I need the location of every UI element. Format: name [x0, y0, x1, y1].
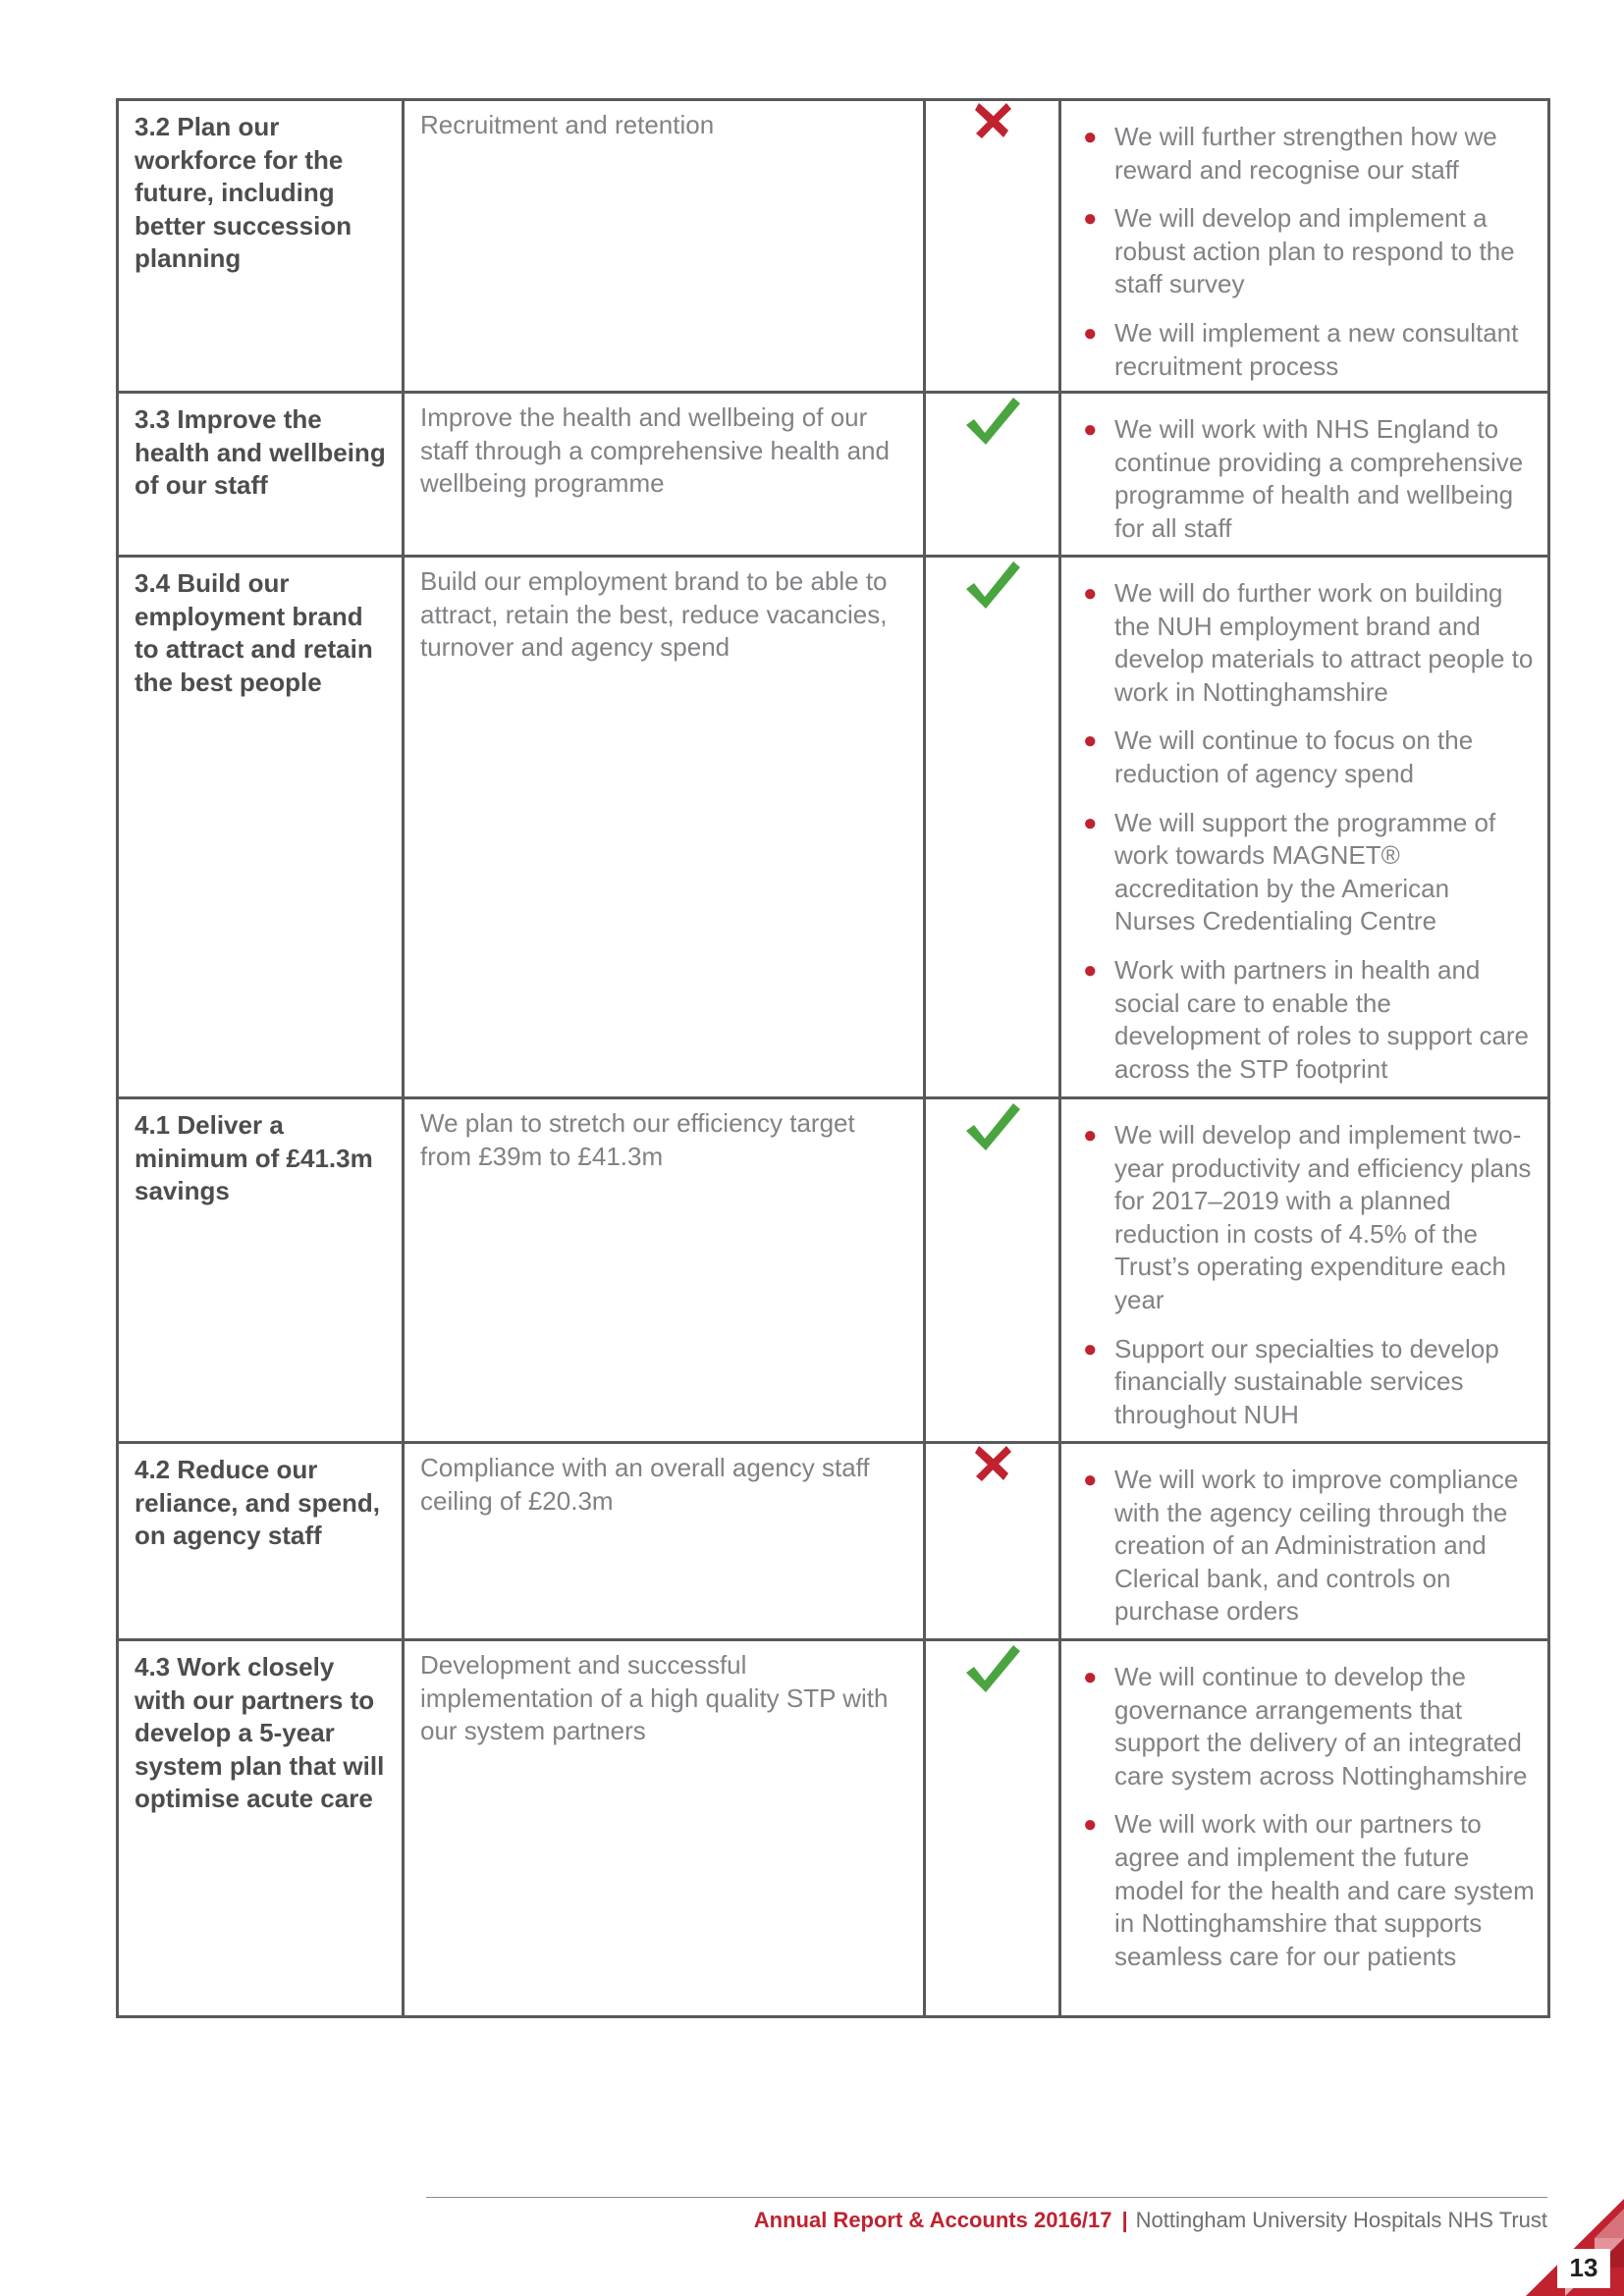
bullet-icon: ● [1083, 319, 1098, 347]
table-row [118, 1098, 1549, 1443]
actions-cell [1060, 1098, 1549, 1443]
actions-list [1061, 101, 1547, 385]
bullet-icon: ● [1083, 1664, 1098, 1690]
check-icon [963, 1099, 1022, 1154]
status-cell [925, 1640, 1060, 2017]
list-item [1079, 1661, 1536, 1792]
target-text: Development and successful implementation of a high quality STP with our system partners [420, 1650, 889, 1746]
cross-icon [972, 101, 1013, 140]
target-cell [404, 1098, 925, 1443]
list-item [1079, 1464, 1536, 1629]
action-text: We will develop and implement a robust action plan to respond to the staff survey [1114, 203, 1515, 299]
action-text: We will work with our partners to agree and implement the future model for the health and care system in Nottinghamshire that supports seamless care for our patients [1114, 1809, 1535, 1971]
list-item [1079, 1808, 1536, 1973]
bullet-icon: ● [1083, 416, 1098, 443]
objectives-table [116, 98, 1550, 2018]
table-row [118, 1640, 1549, 2017]
target-cell [404, 1443, 925, 1640]
actions-list [1061, 1641, 1547, 1975]
table-row [118, 1443, 1549, 1640]
table-row [118, 557, 1549, 1098]
target-text: Recruitment and retention [420, 110, 715, 139]
list-item [1079, 413, 1536, 545]
action-text: We will continue to develop the governance arrangements that support the delivery of an integrated care system across Nottinghamshire [1114, 1662, 1528, 1790]
check-icon [963, 1641, 1022, 1696]
bullet-icon: ● [1083, 1811, 1098, 1839]
actions-list [1061, 1444, 1547, 1630]
status-cell [925, 100, 1060, 393]
list-item [1079, 807, 1536, 938]
objective-text: 3.2 Plan our workforce for the future, including better succession planning [135, 112, 352, 274]
list-item [1079, 724, 1536, 790]
action-text: We will continue to focus on the reduction of agency spend [1114, 725, 1474, 788]
action-text: We will implement a new consultant recruitment process [1114, 317, 1519, 381]
bullet-icon: ● [1083, 1122, 1098, 1148]
actions-cell [1060, 1443, 1549, 1640]
list-item [1079, 317, 1536, 383]
report-title: Annual Report & Accounts 2016/17 [753, 2208, 1112, 2232]
actions-list [1061, 1099, 1547, 1433]
objective-cell [118, 100, 404, 393]
objective-cell [118, 1443, 404, 1640]
organisation-name: Nottingham University Hospitals NHS Trust [1135, 2208, 1547, 2232]
list-item [1079, 954, 1536, 1086]
objective-cell [118, 393, 404, 557]
action-text: We will support the programme of work towards MAGNET® accreditation by the American Nurses Credentialing Centre [1114, 807, 1496, 936]
bullet-icon: ● [1083, 1467, 1098, 1493]
bullet-icon: ● [1083, 956, 1098, 984]
action-text: We will develop and implement two-year productivity and efficiency plans for 2017–2019 with a planned reduction in costs of 4.5% of the Trust’s operating expenditure each year [1114, 1120, 1532, 1314]
status-cell [925, 393, 1060, 557]
objective-cell [118, 1098, 404, 1443]
action-text: Support our specialties to develop financially sustainable services throughout NUH [1114, 1333, 1499, 1429]
list-item [1079, 1119, 1536, 1317]
footer-rule [426, 2197, 1547, 2198]
target-text: Improve the health and wellbeing of our staff through a comprehensive health and wellbeing programme [420, 402, 890, 499]
footer [754, 2206, 1547, 2235]
action-text: We will work with NHS England to continue providing a comprehensive programme of health and wellbeing for all staff [1114, 414, 1524, 543]
status-cell [925, 1098, 1060, 1443]
status-cell [925, 557, 1060, 1098]
bullet-icon: ● [1083, 809, 1098, 836]
actions-cell [1060, 1640, 1549, 2017]
bullet-icon: ● [1083, 580, 1098, 607]
cross-icon [972, 1444, 1013, 1483]
bullet-icon: ● [1083, 124, 1098, 150]
target-cell [404, 557, 925, 1098]
bullet-icon: ● [1083, 1335, 1098, 1362]
list-item [1079, 121, 1536, 187]
objective-text: 3.4 Build our employment brand to attract and retain the best people [135, 568, 373, 697]
actions-cell [1060, 557, 1549, 1098]
table-row [118, 100, 1549, 393]
objective-text: 4.2 Reduce our reliance, and spend, on agency staff [135, 1455, 380, 1551]
target-text: Compliance with an overall agency staff ceiling of £20.3m [420, 1453, 870, 1516]
actions-cell [1060, 100, 1549, 393]
objective-text: 4.1 Deliver a minimum of £41.3m savings [135, 1110, 373, 1206]
actions-cell [1060, 393, 1549, 557]
target-cell [404, 100, 925, 393]
target-cell [404, 393, 925, 557]
page-number: 13 [1569, 2253, 1598, 2282]
target-cell [404, 1640, 925, 2017]
target-text: Build our employment brand to be able to attract, retain the best, reduce vacancies, turnover and agency spend [420, 566, 888, 663]
action-text: We will further strengthen how we reward and recognise our staff [1114, 122, 1497, 185]
action-text: Work with partners in health and social care to enable the development of roles to support care across the STP footprint [1114, 954, 1530, 1084]
actions-list [1061, 558, 1547, 1088]
actions-list [1061, 394, 1547, 547]
table-row [118, 393, 1549, 557]
objective-cell [118, 557, 404, 1098]
objective-text: 4.3 Work closely with our partners to develop a 5-year system plan that will optimise acute care [135, 1652, 385, 1814]
footer-separator: | [1121, 2208, 1128, 2232]
list-item [1079, 577, 1536, 709]
objective-text: 3.3 Improve the health and wellbeing of our staff [135, 404, 386, 501]
list-item [1079, 1333, 1536, 1432]
bullet-icon: ● [1083, 205, 1098, 233]
list-item [1079, 202, 1536, 301]
objective-cell [118, 1640, 404, 2017]
status-cell [925, 1443, 1060, 1640]
target-text: We plan to stretch our efficiency target from £39m to £41.3m [420, 1108, 855, 1171]
corner-triangle-shade [1595, 2209, 1624, 2238]
action-text: We will work to improve compliance with the agency ceiling through the creation of an Administration and Clerical bank, and controls on purchase orders [1114, 1465, 1519, 1627]
check-icon [963, 558, 1022, 613]
bullet-icon: ● [1083, 727, 1098, 755]
action-text: We will do further work on building the NUH employment brand and develop materials to attract people to work in Nottinghamshire [1114, 578, 1534, 707]
check-icon [963, 394, 1022, 449]
